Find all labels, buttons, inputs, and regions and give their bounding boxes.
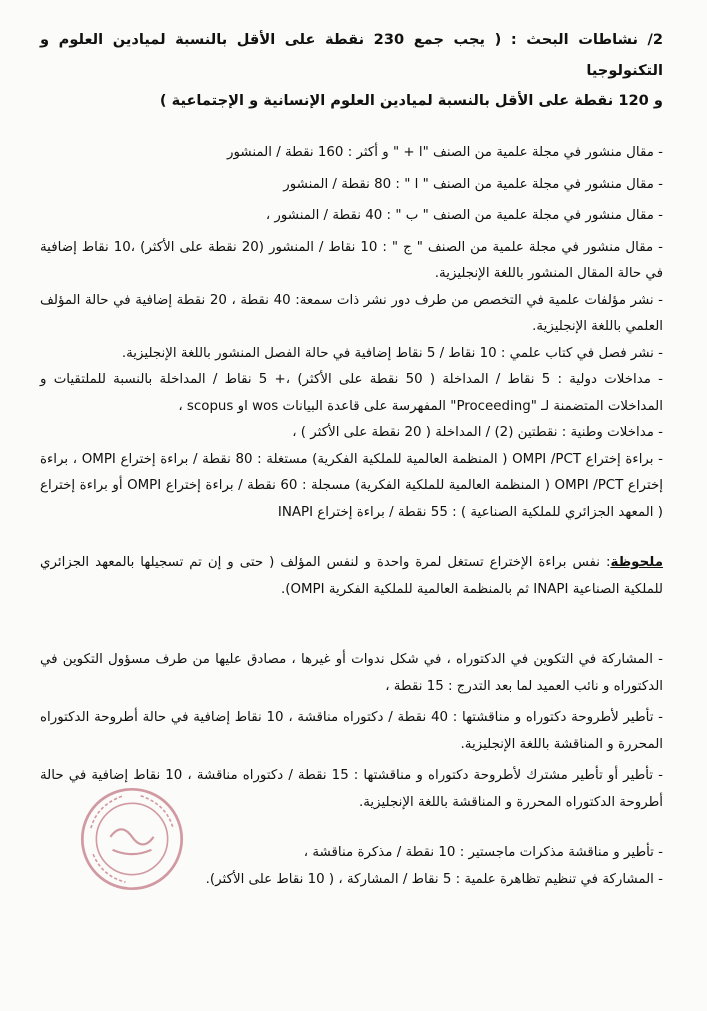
list-item: - مقال منشور في مجلة علمية من الصنف " ب " : 40 نقطة / المنشور ، [265,208,663,223]
list-item: - تأطير لأطروحة دكتوراه و مناقشتها : 40 نقطة / دكتوراه مناقشة ، 10 نقاط إضافية في حالة أطروحة الدكتوراه المحررة و المناقشة باللغة الإنجليزية. [40,710,664,752]
note-label: ملحوظة [610,555,663,570]
list-item: - مداخلات وطنية : نقطتين (2) / المداخلة ( 20 نقطة على الأكثر ) ، [292,425,663,440]
section-subheading: و 120 نقطة على الأقل بالنسبة لميادين العلوم الإنسانية و الإجتماعية ) [159,92,663,109]
list-item: - نشر مؤلفات علمية في التخصص من طرف دور نشر ذات سمعة: 40 نقطة ، 20 نقطة إضافية في حالة المؤلف العلمي باللغة الإنجليزية. [40,292,664,334]
note-paragraph [40,550,663,603]
list-item: - براءة إختراع OMPI /PCT ( المنظمة العالمية للملكية الفكرية) مستغلة : 80 نقطة / براءة إختراع OMPI ، براءة إختراع OMPI /PCT ( المنظمة العالمية للملكية الفكرية) مسجلة : 60 نقطة / براءة إختراع OMPI أو براءة إختراع ( المعهد الجزائري للملكية الصناعية ) : 55 نقطة / براءة إختراع INAPI [40,451,663,520]
list-item: - المشاركة في تنظيم تظاهرة علمية : 5 نقاط / المشاركة ، ( 10 نقاط على الأكثر). [205,871,663,887]
list-item: - مقال منشور في مجلة علمية من الصنف "ا + " و أكثر : 160 نقطة / المنشور [227,145,663,160]
list-item: - مداخلات دولية : 5 نقاط / المداخلة ( 50 نقطة على الأكثر) ،+ 5 نقاط / المداخلة بالنسبة للملتقيات و المداخلات المتضمنة لـ "Proceeding" المفهرسة على قاعدة البيانات wos او scopus ، [40,372,664,414]
section-heading: 2/ نشاطات البحث : ( يجب جمع 230 نقطة على الأقل بالنسبة لميادين العلوم و التكنولوجيا [40,31,663,79]
list-item: - تأطير و مناقشة مذكرات ماجستير : 10 نقطة / مذكرة مناقشة ، [303,845,663,860]
list-item: - مقال منشور في مجلة علمية من الصنف " ا " : 80 نقطة / المنشور [283,176,663,192]
list-item: - مقال منشور في مجلة علمية من الصنف " ج " : 10 نقاط / المنشور (20 نقطة على الأكثر) ،10 نقاط إضافية في حالة المقال المنشور باللغة الإنجليزية. [40,239,663,281]
official-seal-icon [78,785,186,893]
note-text: : نفس براءة الإختراع تستغل لمرة واحدة و لنفس المؤلف ( حتى و إن تم تسجيلها بالمعهد الجزائري للملكية الصناعية INAPI ثم بالمنظمة العالمية للملكية الفكرية OMPI). [40,555,663,597]
list-item: - نشر فصل في كتاب علمي : 10 نقاط / 5 نقاط إضافية في حالة الفصل المنشور باللغة الإنجليزية. [121,345,663,361]
list-item: - تأطير أو تأطير مشترك لأطروحة دكتوراه و مناقشتها : 15 نقطة / دكتوراه مناقشة ، 10 نقاط إضافية في حالة أطروحة الدكتوراه المحررة و المناقشة باللغة الإنجليزية. [40,768,663,810]
list-item: - المشاركة في التكوين في الدكتوراه ، في شكل ندوات أو غيرها ، مصادق عليها من طرف مسؤول التكوين في الدكتوراه و نائب العميد لما بعد التدرج : 15 نقطة ، [40,652,663,694]
